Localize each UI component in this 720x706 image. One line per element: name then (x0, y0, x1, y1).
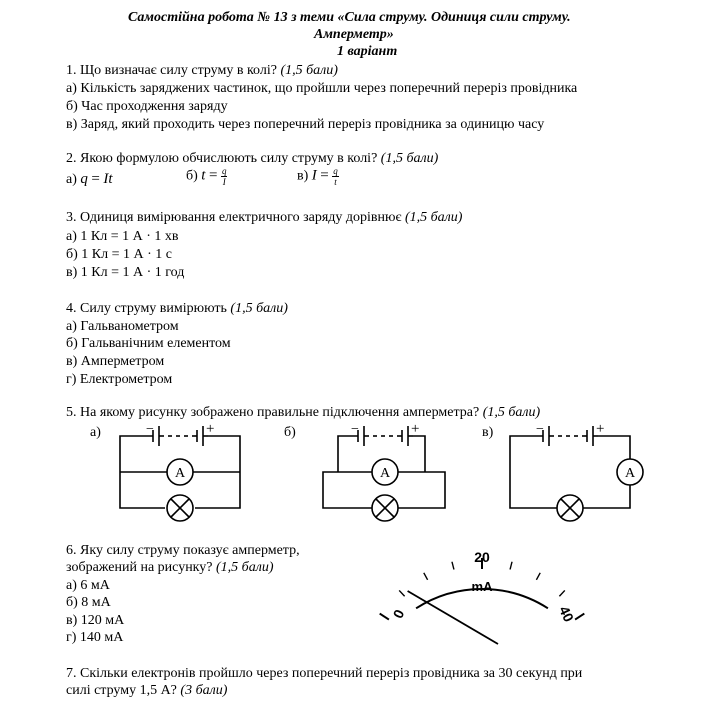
ammeter-b-label: A (379, 466, 391, 481)
q1-option-a: а) Кількість заряджених частинок, що пройшли через поперечний переріз провідника (66, 81, 578, 96)
minus-a: − (146, 422, 154, 437)
q1-points: (1,5 бали) (280, 63, 338, 78)
q4-option-d: г) Електрометром (66, 372, 173, 387)
q2-option-a-eq: = (91, 171, 100, 187)
q2-option-c-numerator: q (333, 166, 338, 176)
q3-option-a: а) 1 Кл = 1 А · 1 хв (66, 229, 179, 244)
gauge-tick (452, 562, 454, 570)
q4-option-c: в) Амперметром (66, 354, 165, 369)
circuit-b-diagram (315, 420, 455, 520)
q2-points: (1,5 бали) (380, 151, 439, 166)
q5-label-a: а) (90, 425, 101, 440)
title-line-2: Амперметр» (314, 27, 394, 42)
q2-option-a-letter: а) (66, 172, 77, 187)
ammeter-a-label: A (174, 466, 186, 481)
q7-points: (3 бали) (180, 683, 228, 698)
q4-question (66, 300, 288, 317)
gauge-tick (559, 590, 564, 596)
q6-question-line-2 (66, 559, 274, 576)
q3-points: (1,5 бали) (404, 210, 463, 225)
q2-option-c-denominator: t (334, 177, 337, 187)
q5-label-b: б) (284, 425, 296, 440)
q2-option-b-lhs: t (201, 167, 206, 184)
q3-option-b: б) 1 Кл = 1 А · 1 с (66, 247, 172, 262)
plus-a: + (206, 421, 215, 437)
circuit-a-diagram (110, 420, 250, 520)
plus-b: + (411, 421, 420, 437)
q4-text: 4. Силу струму вимірюють (66, 301, 227, 316)
q2-option-a-rhs: It (103, 171, 113, 187)
q2-option-c-lhs: I (311, 167, 317, 184)
plus-c: + (596, 421, 605, 437)
q2-option-b-eq: = (208, 167, 218, 184)
q6-points: (1,5 бали) (216, 560, 274, 575)
gauge-unit: mA (471, 579, 493, 594)
q2-option-b-denominator: I (222, 177, 226, 187)
q5-question (66, 404, 540, 421)
q3-text: 3. Одиниця вимірювання електричного заряду дорівнює (66, 210, 402, 225)
q4-points: (1,5 бали) (230, 301, 288, 316)
minus-b: − (351, 422, 359, 437)
title-line-3: 1 варіант (337, 44, 398, 59)
q1-option-c: в) Заряд, який проходить через поперечний переріз провідника за одиницю часу (66, 117, 545, 132)
gauge-tick (536, 573, 540, 580)
q4-option-a: а) Гальванометром (66, 319, 179, 334)
q2-option-b-fraction (221, 166, 228, 187)
q2-option-b (186, 166, 227, 187)
ammeter-gauge (380, 540, 590, 660)
q6-option-d: г) 140 мА (66, 630, 124, 645)
q2-option-b-numerator: q (221, 166, 227, 176)
gauge-label-20: 20 (474, 549, 490, 565)
q2-option-b-letter: б) (186, 168, 198, 184)
ammeter-c-label: A (624, 466, 636, 481)
gauge-needle (408, 591, 498, 644)
q5-label-c: в) (482, 425, 494, 440)
q6-question-line-1: 6. Яку силу струму показує амперметр, (66, 543, 300, 558)
circuit-c-diagram (500, 420, 650, 520)
q2-text: 2. Якою формулою обчислюють силу струму в колі? (66, 151, 378, 166)
q1-option-b: б) Час проходження заряду (66, 99, 228, 114)
q6-option-b: б) 8 мА (66, 595, 111, 610)
q2-option-c-fraction (332, 166, 339, 187)
q1-text: 1. Що визначає силу струму в колі? (66, 63, 277, 78)
gauge-label-0: 0 (389, 606, 408, 621)
gauge-label-40: 40 (555, 603, 578, 625)
q2-question (66, 150, 438, 167)
q3-option-c: в) 1 Кл = 1 А · 1 год (66, 265, 185, 280)
minus-c: − (536, 422, 544, 437)
q7-text: силі струму 1,5 А? (66, 683, 177, 698)
q2-option-c-eq: = (320, 167, 329, 184)
gauge-tick (510, 562, 512, 570)
q5-points: (1,5 бали) (482, 405, 541, 420)
gauge-tick (424, 573, 428, 580)
q2-option-c-letter: в) (297, 168, 309, 184)
title-line-1: Самостійна робота № 13 з теми «Сила струму. Одиниця сили струму. (128, 10, 571, 25)
gauge-tick (399, 590, 404, 596)
q6-option-a: а) 6 мА (66, 578, 110, 593)
gauge-tick (380, 614, 389, 620)
q7-question-line-2 (66, 682, 227, 699)
q4-option-b: б) Гальванічним елементом (66, 336, 231, 351)
q6-option-c: в) 120 мА (66, 613, 125, 628)
q5-text: 5. На якому рисунку зображено правильне підключення амперметра? (66, 405, 480, 420)
q2-option-c (297, 166, 339, 187)
q3-question (66, 209, 462, 226)
q2-option-a (66, 171, 113, 188)
q6-text: зображений на рисунку? (66, 560, 213, 575)
q2-option-a-lhs: q (80, 171, 88, 187)
q7-question-line-1: 7. Скільки електронів пройшло через поперечний переріз провідника за 30 секунд при (66, 666, 583, 681)
q1-question (66, 62, 338, 79)
